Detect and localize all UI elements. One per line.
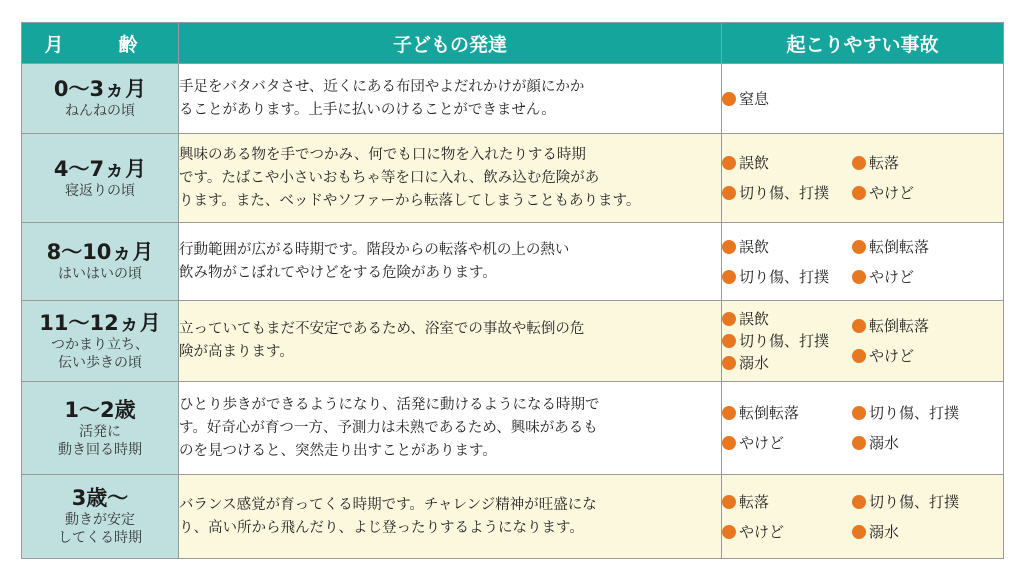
age-cell: [22, 475, 179, 559]
accident-item: [722, 183, 852, 203]
accident-cell: [722, 301, 1004, 382]
header-accidents: 起こりやすい事故: [722, 23, 1004, 64]
age-stage: 動きが安定: [65, 512, 135, 528]
age-stage: してくる時期: [58, 530, 142, 546]
age-cell: [22, 301, 179, 382]
development-cell: [179, 301, 722, 382]
bullet-dot-icon: [722, 525, 736, 539]
accident-label: 溺水: [739, 354, 770, 372]
accident-item: [722, 403, 852, 423]
accident-item: [722, 267, 852, 287]
accident-label: 切り傷、打撲: [869, 492, 960, 511]
accident-item: [722, 522, 852, 542]
accident-label: 切り傷、打撲: [869, 404, 960, 422]
age-cell: [22, 64, 179, 134]
accident-item: [852, 153, 982, 173]
accident-cell: [722, 134, 1004, 223]
development-cell: [179, 134, 722, 223]
bullet-dot-icon: [722, 186, 736, 200]
age-label: 3歳〜: [71, 486, 129, 510]
accident-item: [722, 89, 1003, 109]
accident-label: 誤飲: [739, 154, 770, 172]
age-stage: 伝い歩きの頃: [58, 354, 142, 371]
bullet-dot-icon: [852, 525, 866, 539]
accident-label: 窒息: [739, 89, 770, 108]
accident-item: [852, 316, 982, 336]
accident-item: [722, 353, 852, 373]
bullet-dot-icon: [852, 186, 866, 200]
development-line: ひとり歩きができるようになり、活発に動けるようになる時期で: [179, 396, 600, 413]
accident-label: 切り傷、打撲: [739, 332, 830, 350]
accident-label: 転倒転落: [869, 237, 930, 256]
age-stage: 活発に: [79, 423, 121, 440]
accident-item: [852, 267, 982, 287]
accident-label: 溺水: [869, 434, 900, 452]
age-stage: ねんねの頃: [65, 103, 135, 119]
bullet-dot-icon: [722, 240, 736, 254]
accident-label: やけど: [869, 267, 915, 286]
table-row: [22, 223, 1004, 301]
table-row: [22, 382, 1004, 475]
bullet-dot-icon: [852, 319, 866, 333]
development-table: [21, 22, 1004, 559]
bullet-dot-icon: [722, 312, 736, 326]
header-age: 月 齢: [22, 23, 179, 64]
bullet-dot-icon: [722, 156, 736, 170]
accident-label: やけど: [869, 347, 915, 365]
accident-item: [722, 492, 852, 512]
development-line: 険が高まります。: [179, 344, 294, 360]
age-stage: つかまり立ち、: [51, 336, 149, 353]
development-line: のを見つけると、突然走り出すことがあります。: [179, 442, 497, 459]
accident-cell: [722, 382, 1004, 475]
development-line: ることがあります。上手に払いのけることができません。: [179, 101, 556, 118]
development-line: 立っていてもまだ不安定であるため、浴室での事故や転倒の危: [179, 321, 585, 337]
table-row: [22, 64, 1004, 134]
bullet-dot-icon: [722, 270, 736, 284]
accident-item: [852, 492, 982, 512]
age-label: 1〜2歳: [64, 397, 136, 422]
table-row: [22, 301, 1004, 382]
development-line: バランス感覚が育ってくる時期です。チャレンジ精神が旺盛にな: [179, 496, 597, 513]
bullet-dot-icon: [722, 436, 736, 450]
accident-label: 転落: [739, 492, 770, 511]
bullet-dot-icon: [722, 356, 736, 370]
bullet-dot-icon: [852, 406, 866, 420]
accident-item: [722, 433, 852, 453]
development-cell: [179, 382, 722, 475]
accident-item: [722, 331, 852, 351]
bullet-dot-icon: [852, 240, 866, 254]
development-line: 行動範囲が広がる時期です。階段からの転落や机の上の熱い: [179, 241, 570, 258]
accident-item: [852, 403, 982, 423]
age-stage: 寝返りの頃: [65, 182, 135, 199]
bullet-dot-icon: [852, 495, 866, 509]
development-line: ります。また、ベッドやソファーから転落してしまうこともあります。: [179, 192, 641, 209]
bullet-dot-icon: [722, 334, 736, 348]
accident-item: [722, 309, 852, 329]
table-row: [22, 475, 1004, 559]
age-label: 0〜3ヵ月: [53, 77, 147, 101]
accident-cell: [722, 475, 1004, 559]
accident-label: 溺水: [869, 522, 900, 541]
accident-label: 転落: [869, 154, 900, 172]
age-cell: [22, 382, 179, 475]
development-line: 手足をバタバタさせ、近くにある布団やよだれかけが顔にかか: [179, 78, 585, 95]
accident-label: 誤飲: [739, 310, 770, 328]
accident-label: やけど: [739, 522, 785, 541]
accident-item: [722, 153, 852, 173]
development-line: す。好奇心が育つ一方、予測力は未熟であるため、興味があるも: [179, 419, 598, 436]
accident-cell: [722, 223, 1004, 301]
accident-label: やけど: [869, 184, 915, 202]
accident-item: [852, 346, 982, 366]
accident-label: 切り傷、打撲: [739, 267, 830, 286]
accident-item: [852, 433, 982, 453]
age-cell: [22, 223, 179, 301]
bullet-dot-icon: [852, 436, 866, 450]
accident-label: やけど: [739, 434, 785, 452]
development-cell: [179, 223, 722, 301]
development-cell: [179, 475, 722, 559]
development-line: 飲み物がこぼれてやけどをする危険があります。: [179, 264, 497, 281]
bullet-dot-icon: [852, 349, 866, 363]
age-label: 4〜7ヵ月: [53, 156, 147, 181]
bullet-dot-icon: [722, 495, 736, 509]
accident-item: [852, 522, 982, 542]
development-cell: [179, 64, 722, 134]
age-cell: [22, 134, 179, 223]
bullet-dot-icon: [852, 156, 866, 170]
accident-label: 転倒転落: [739, 404, 800, 422]
age-label: 11〜12ヵ月: [39, 310, 161, 335]
header-development: 子どもの発達: [179, 23, 722, 64]
accident-label: 転倒転落: [869, 317, 930, 335]
accident-cell: [722, 64, 1004, 134]
accident-item: [852, 183, 982, 203]
header-row: [22, 23, 1004, 64]
table-row: [22, 134, 1004, 223]
development-line: です。たばこや小さいおもちゃ等を口に入れ、飲み込む危険があ: [179, 169, 600, 186]
bullet-dot-icon: [722, 406, 736, 420]
age-stage: 動き回る時期: [58, 441, 142, 458]
age-label: 8〜10ヵ月: [46, 240, 154, 264]
age-stage: はいはいの頃: [58, 266, 142, 282]
accident-label: 誤飲: [739, 237, 770, 256]
bullet-dot-icon: [852, 270, 866, 284]
bullet-dot-icon: [722, 92, 736, 106]
accident-label: 切り傷、打撲: [739, 184, 830, 202]
development-line: り、高い所から飛んだり、よじ登ったりするようになります。: [179, 519, 584, 536]
accident-item: [852, 237, 982, 257]
development-line: 興味のある物を手でつかみ、何でも口に物を入れたりする時期: [179, 146, 586, 163]
accident-item: [722, 237, 852, 257]
